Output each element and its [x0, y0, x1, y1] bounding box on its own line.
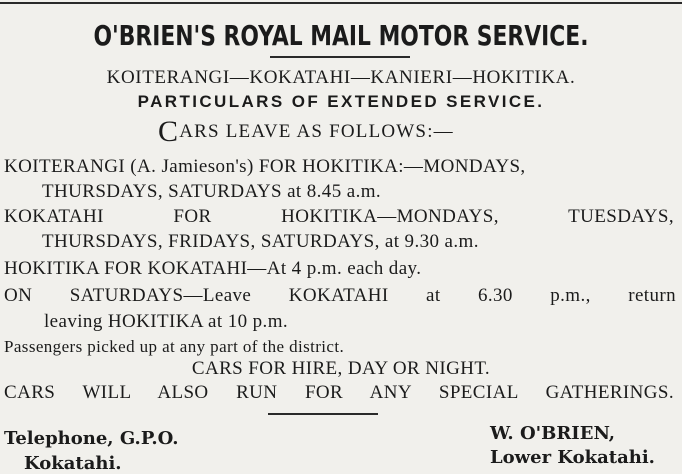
telephone-place: Kokatahi. — [24, 453, 122, 474]
schedule-line-1: KOITERANGI (A. Jamieson's) FOR HOKITIKA:—MONDAYS, — [4, 156, 526, 177]
pickup-line: Passengers picked up at any part of the district. — [4, 337, 345, 356]
schedule-line-6: ON SATURDAYS—Leave KOKATAHI at 6.30 p.m., return — [4, 285, 676, 306]
signature-name: W. O'BRIEN, — [490, 423, 616, 444]
cars-leave-heading — [158, 117, 454, 147]
schedule-line-4: THURSDAYS, FRIDAYS, SATURDAYS, at 9.30 a.m. — [42, 231, 479, 252]
headline-underline — [270, 56, 410, 58]
particulars-heading: PARTICULARS OF EXTENDED SERVICE. — [137, 92, 545, 111]
special-gatherings-line: CARS WILL ALSO RUN FOR ANY SPECIAL GATHERINGS. — [4, 382, 674, 403]
schedule-line-5: HOKITIKA FOR KOKATAHI—At 4 p.m. each day. — [4, 258, 422, 279]
schedule-line-2: THURSDAYS, SATURDAYS at 8.45 a.m. — [42, 181, 382, 202]
route-line: KOITERANGI—KOKATAHI—KANIERI—HOKITIKA. — [106, 67, 576, 88]
drop-cap: C — [158, 115, 180, 148]
footer-rule — [268, 413, 378, 415]
hire-line: CARS FOR HIRE, DAY OR NIGHT. — [191, 358, 491, 379]
signature-place: Lower Kokatahi. — [490, 447, 655, 468]
schedule-line-7: leaving HOKITIKA at 10 p.m. — [44, 311, 289, 332]
cars-leave-text: ARS LEAVE AS FOLLOWS:— — [179, 121, 454, 142]
top-rule — [0, 2, 682, 4]
headline: O'BRIEN'S ROYAL MAIL MOTOR SERVICE. — [93, 19, 589, 52]
telephone-label: Telephone, G.P.O. — [4, 428, 179, 449]
schedule-line-3: KOKATAHI FOR HOKITIKA—MONDAYS, TUESDAYS, — [4, 206, 674, 227]
